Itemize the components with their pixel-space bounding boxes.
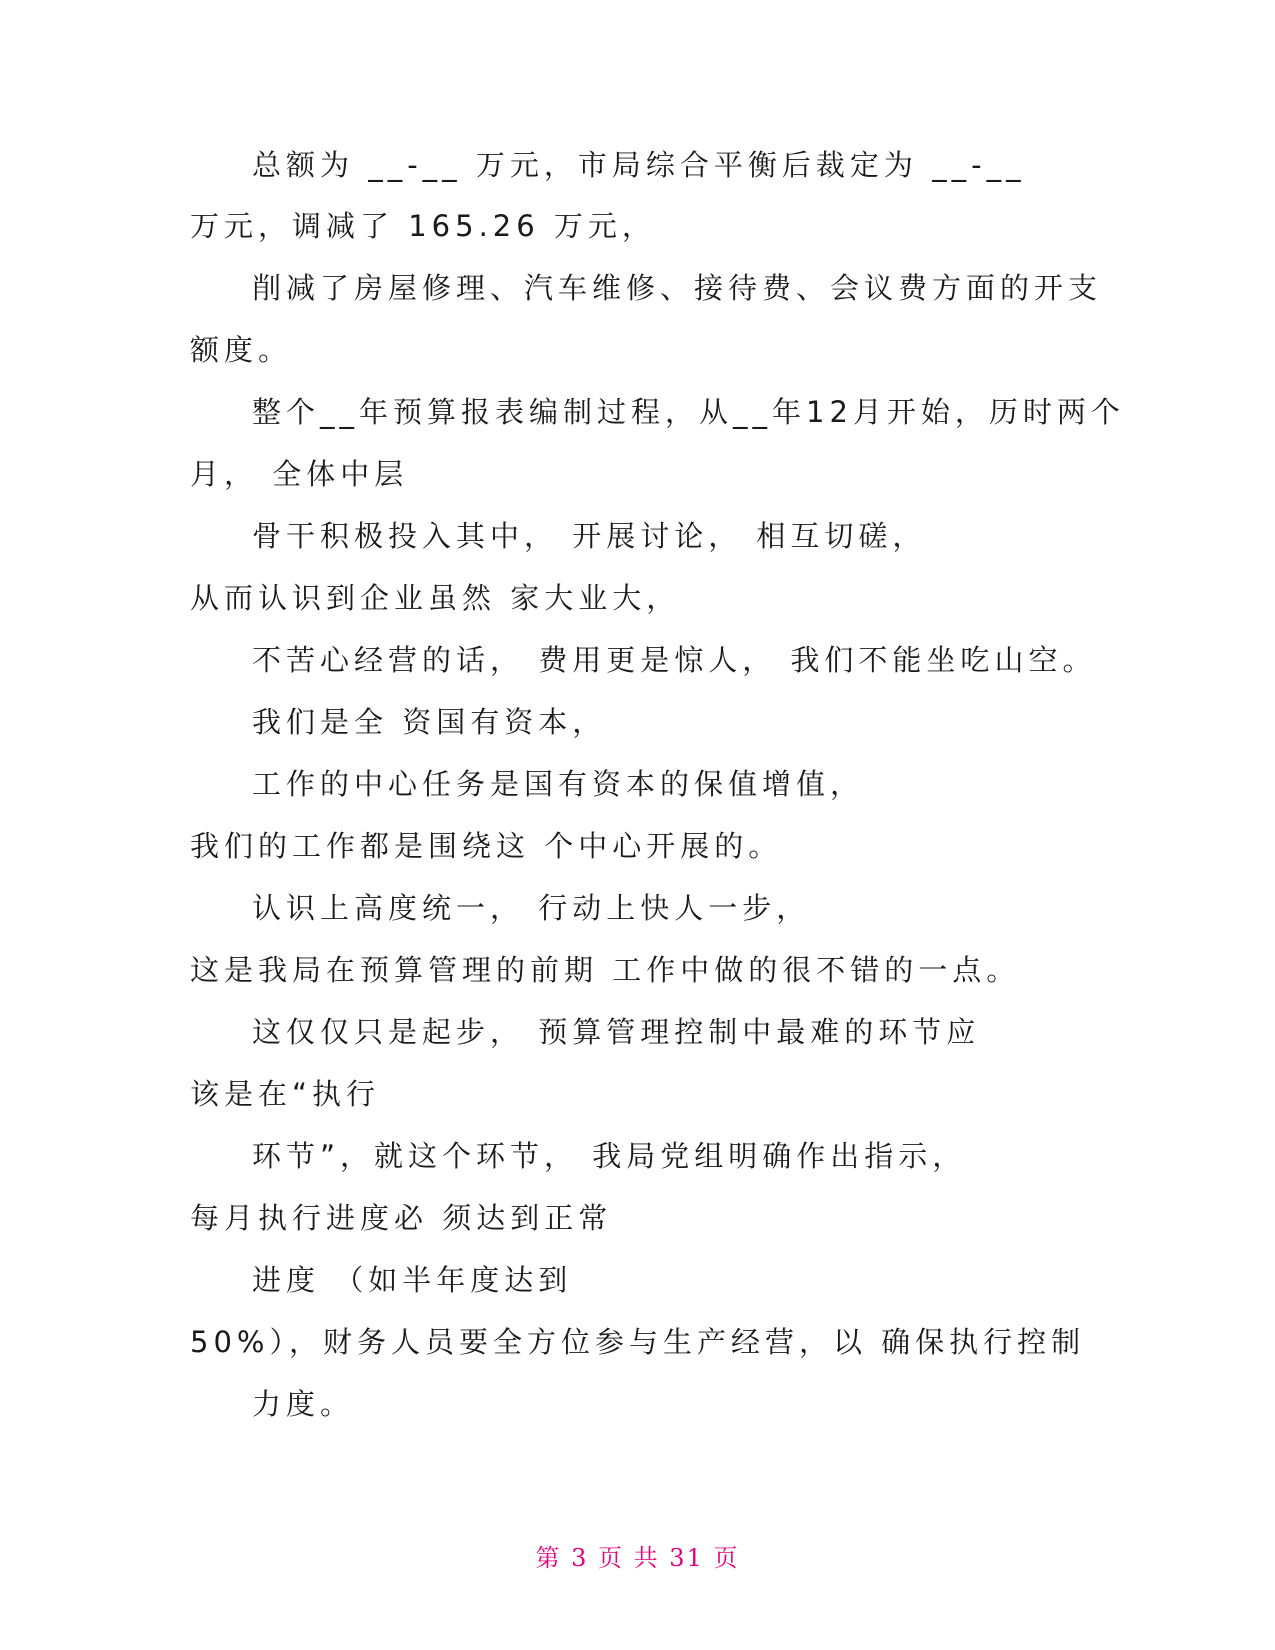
text-line-12: 我们的工作都是围绕这 个中心开展的。 [190,829,783,863]
text-line-10: 我们是全 资国有资本， [252,705,607,739]
text-line-4: 额度。 [190,333,293,367]
text-line-2: 万元，调减了 165.26 万元， [190,209,656,243]
text-line-20: 50%），财务人员要全方位参与生产经营，以 确保执行控制 [190,1325,1086,1359]
text-line-8: 从而认识到企业虽然 家大业大， [190,581,681,615]
text-line-7: 骨干积极投入其中， 开展讨论， 相互切磋， [252,519,927,553]
text-line-17: 环节”，就这个环节， 我局党组明确作出指示， [252,1139,967,1173]
text-line-13: 认识上高度统一， 行动上快人一步， [252,891,811,925]
text-line-16: 该是在“执行 [190,1077,381,1111]
text-line-21: 力度。 [252,1387,355,1421]
text-line-1: 总额为 __-__ 万元，市局综合平衡后裁定为 __-__ [252,148,1026,182]
text-line-11: 工作的中心任务是国有资本的保值增值， [252,767,865,801]
text-line-6: 月， 全体中层 [190,457,409,491]
text-line-15: 这仅仅只是起步， 预算管理控制中最难的环节应 [252,1015,981,1049]
text-line-14: 这是我局在预算管理的前期 工作中做的很不错的一点。 [190,953,1021,987]
text-line-18: 每月执行进度必 须达到正常 [190,1201,613,1235]
text-line-19: 进度 （如半年度达到 [252,1263,573,1297]
page-number-footer: 第 3 页 共 31 页 [535,1544,740,1572]
text-line-3: 削减了房屋修理、汽车维修、接待费、会议费方面的开支 [252,271,1103,305]
text-line-9: 不苦心经营的话， 费用更是惊人， 我们不能坐吃山空。 [252,643,1097,677]
text-line-5: 整个__年预算报表编制过程，从__年12月开始，历时两个 [252,395,1125,429]
